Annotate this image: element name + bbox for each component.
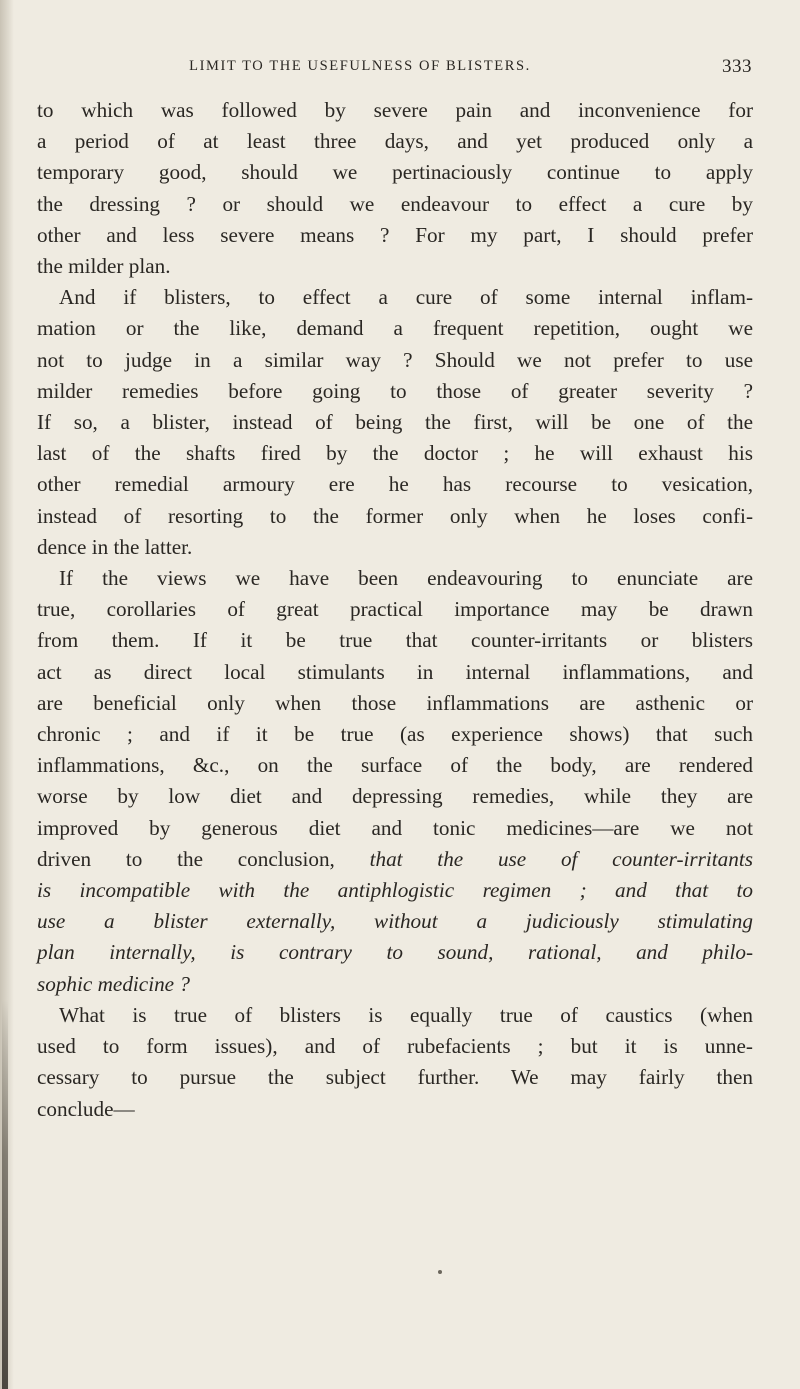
line-text: worse by low diet and depressing remedies, while they are [37,784,753,809]
line-text: act as direct local stimulants in internal inflammations, and [37,659,753,684]
text-line [37,251,753,282]
line-text: true, corollaries of great practical importance may be drawn [37,597,753,622]
text-line [37,625,753,656]
line-text: driven to the conclusion, [37,846,370,871]
text-line [37,563,753,594]
line-text: not to judge in a similar way ? Should we not prefer to use [37,347,753,372]
text-line [37,313,753,344]
text-line [37,376,753,407]
line-text: other and less severe means ? For my part, I should prefer [37,222,753,247]
line-text: used to form issues), and of rubefacients ; but it is unne- [37,1034,753,1059]
italic-text: use a blister externally, without a judiciously stimulating [37,909,753,934]
line-text: are beneficial only when those inflammations are asthenic or [37,690,753,715]
text-line [37,688,753,719]
text-line [37,438,753,469]
text-line [37,1031,753,1062]
line-text: last of the shafts fired by the doctor ; he will exhaust his [37,441,753,466]
line-text: milder remedies before going to those of greater severity ? [37,378,753,403]
text-line [37,875,753,906]
italic-text: plan internally, is contrary to sound, rational, and philo- [37,940,753,965]
binding-shadow [2,1000,8,1389]
italic-text: sophic medicine ? [37,971,190,996]
line-text: other remedial armoury ere he has recourse to vesication, [37,472,753,497]
text-line [37,1000,753,1031]
page-header [0,58,800,84]
text-line [37,189,753,220]
line-text: If the views we have been endeavouring to enunciate are [59,566,753,591]
line-text: What is true of blisters is equally true of caustics (when [59,1002,753,1027]
line-text: mation or the like, demand a frequent repetition, ought we [37,316,753,341]
text-line [37,969,753,1000]
line-text: And if blisters, to effect a cure of some internal inflam- [59,285,753,310]
text-line [37,594,753,625]
text-line [37,750,753,781]
text-line [37,719,753,750]
line-text: inflammations, &c., on the surface of the body, are rendered [37,753,753,778]
text-line [37,1094,753,1125]
line-text: a period of at least three days, and yet produced only a [37,129,753,154]
text-line [37,501,753,532]
print-speck [438,1270,442,1274]
line-text: to which was followed by severe pain and inconvenience for [37,98,753,122]
line-text: from them. If it be true that counter-irritants or blisters [37,628,753,653]
text-line [37,937,753,968]
text-line [37,781,753,812]
line-text: improved by generous diet and tonic medicines—are we not [37,815,753,840]
line-text: If so, a blister, instead of being the first, will be one of the [37,410,753,435]
text-line [37,126,753,157]
text-line [37,532,753,563]
page-number: 333 [722,56,752,77]
italic-text: is incompatible with the antiphlogistic regimen ; and that to [37,878,753,903]
line-text: chronic ; and if it be true (as experience shows) that such [37,722,753,747]
text-line [37,95,753,126]
line-text: temporary good, should we pertinaciously continue to apply [37,160,753,185]
text-line [37,1062,753,1093]
line-text: the dressing ? or should we endeavour to effect a cure by [37,191,753,216]
text-line [37,157,753,188]
text-line [37,282,753,313]
line-text: the milder plan. [37,254,171,279]
text-line [37,469,753,500]
body-text [37,95,753,1125]
italic-text: that the use of counter-irritants [369,846,753,871]
line-text: dence in the latter. [37,534,193,559]
text-line [37,345,753,376]
text-line [37,813,753,844]
line-text: instead of resorting to the former only when he loses confi- [37,503,753,528]
line-text: cessary to pursue the subject further. We may fairly then [37,1065,753,1090]
text-line [37,407,753,438]
text-line [37,657,753,688]
text-line [37,844,753,875]
text-line [37,906,753,937]
line-text: conclude— [37,1096,135,1121]
text-line [37,220,753,251]
running-head: LIMIT TO THE USEFULNESS OF BLISTERS. [189,58,531,74]
